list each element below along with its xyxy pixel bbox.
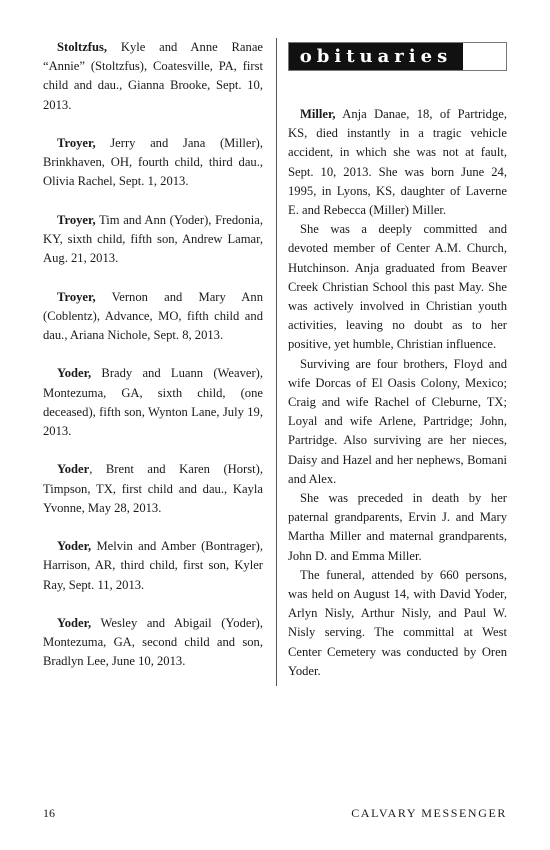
birth-announcement: [43, 614, 263, 672]
birth-announcement: [43, 288, 263, 346]
obituary-paragraph: Surviving are four brothers, Floyd and wife Dorcas of El Oasis Colony, Mexico; Craig and wife Rachel of Cleburne, TX; Loyal and wife Arlene, Partridge; John, Partridge. Also surviving are her nieces, Daisy and Hazel and her nephews, Bomani and Alex.: [288, 356, 507, 486]
birth-details: Kyle and Anne Ranae “Annie” (Stoltzfus), Coatesville, PA, first child and dau., Gianna Brooke, Sept. 10, 2013.: [43, 40, 263, 112]
birth-family-name: Troyer,: [57, 212, 96, 227]
birth-details: Vernon and Mary Ann (Coblentz), Advance, MO, fifth child and dau., Ariana Nichole, Sept. 8, 2013.: [43, 289, 263, 342]
birth-announcement: [43, 460, 263, 518]
obituaries-column: [288, 42, 507, 681]
birth-announcement: [43, 38, 263, 115]
birth-announcement: [43, 211, 263, 269]
birth-announcement: [43, 364, 263, 441]
birth-details: , Brent and Karen (Horst), Timpson, TX, first child and dau., Kayla Yvonne, May 28, 2013.: [43, 462, 263, 515]
obituary-entry: [288, 105, 507, 681]
birth-family-name: Troyer,: [57, 289, 96, 304]
birth-family-name: Yoder,: [57, 539, 92, 554]
section-banner: [288, 42, 507, 71]
obituary-name: Miller,: [300, 107, 336, 121]
publication-name: CALVARY MESSENGER: [351, 806, 507, 820]
birth-details: Tim and Ann (Yoder), Fredonia, KY, sixth child, fifth son, Andrew Lamar, Aug. 21, 2013.: [43, 212, 263, 266]
birth-family-name: Troyer,: [57, 136, 96, 150]
birth-details: Wesley and Abigail (Yoder), Montezuma, GA, second child and son, Bradlyn Lee, June 10, 2013.: [43, 615, 263, 669]
birth-announcement: [43, 134, 263, 192]
birth-details: Brady and Luann (Weaver), Montezuma, GA, sixth child, (one deceased), fifth son, Wynton Lane, July 19, 2013.: [43, 366, 263, 438]
birth-family-name: Yoder,: [57, 615, 92, 630]
obituary-paragraph: The funeral, attended by 660 persons, was held on August 14, with David Yoder, Arlyn Nisly, Arthur Nisly, and Paul W. Nisly serving. The committal at West Center Cemetery was conducted by Oren Yoder.: [288, 567, 507, 678]
birth-details: Jerry and Jana (Miller), Brinkhaven, OH, fourth child, third dau., Olivia Rachel, Sept. 1, 2013.: [43, 136, 263, 189]
birth-family-name: Yoder,: [57, 366, 92, 381]
birth-family-name: Stoltzfus,: [57, 40, 108, 54]
banner-blank-box: [463, 43, 506, 70]
births-column: [43, 38, 263, 691]
birth-details: Melvin and Amber (Bontrager), Harrison, AR, third child, first son, Kyler Ray, Sept. 11, 2013.: [43, 539, 263, 592]
page-footer: [43, 806, 507, 824]
birth-family-name: Yoder: [57, 462, 90, 477]
obituary-paragraph: She was preceded in death by her paternal grandparents, Ervin J. and Mary Martha Miller and maternal grandparents, John D. and Emma Miller.: [288, 491, 507, 563]
birth-announcement: [43, 537, 263, 595]
page-number: 16: [43, 806, 55, 820]
obituary-paragraph: She was a deeply committed and devoted member of Center A.M. Church, Hutchinson. Anja graduated from Beaver Creek Christian School this past May. She was actively involved in Christian youth activities, leaving no doubt as to her positive, yet humble, Christian influence.: [288, 222, 507, 352]
column-divider: [276, 38, 277, 686]
section-title: obituaries: [289, 43, 463, 70]
obituary-text: Anja Danae, 18, of Partridge, KS, died instantly in a tragic vehicle accident, in which she was not at fault, Sept. 10, 2013. She was born June 24, 1995, in Lyons, KS, daughter of Laverne E. and Rebecca (Miller) Miller.: [288, 107, 507, 218]
obituary-paragraph: [288, 105, 507, 220]
